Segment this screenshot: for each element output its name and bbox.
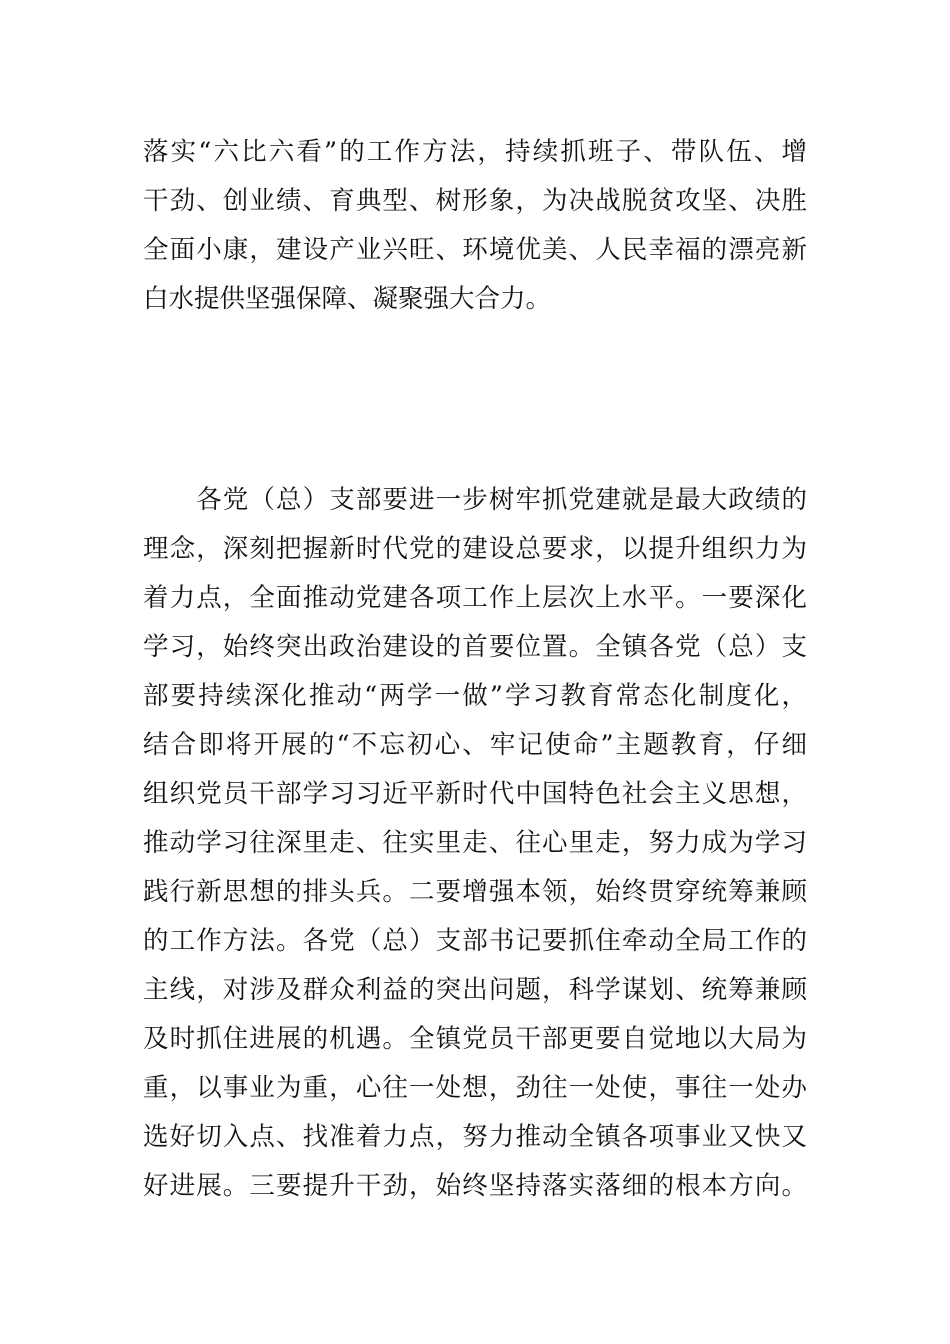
text-line: 各党（总）支部要进一步树牢抓党建就是最大政绩的 bbox=[143, 485, 807, 515]
text-line: 主线，对涉及群众利益的突出问题，科学谋划、统筹兼顾 bbox=[143, 975, 807, 1005]
text-line: 着力点，全面推动党建各项工作上层次上水平。一要深化 bbox=[143, 583, 807, 613]
text-line: 干劲、创业绩、育典型、树形象，为决战脱贫攻坚、决胜 bbox=[143, 186, 807, 216]
text-line: 好进展。三要提升干劲，始终坚持落实落细的根本方向。 bbox=[143, 1171, 807, 1201]
paragraph-1 bbox=[143, 128, 807, 324]
text-line: 推动学习往深里走、往实里走、往心里走，努力成为学习 bbox=[143, 828, 807, 858]
paragraph-2 bbox=[143, 476, 807, 1211]
text-line: 的工作方法。各党（总）支部书记要抓住牵动全局工作的 bbox=[143, 926, 807, 956]
text-line: 落实“六比六看”的工作方法，持续抓班子、带队伍、增 bbox=[143, 137, 807, 167]
text-line: 重，以事业为重，心往一处想，劲往一处使，事往一处办 bbox=[143, 1073, 807, 1103]
text-line: 选好切入点、找准着力点，努力推动全镇各项事业又快又 bbox=[143, 1122, 807, 1152]
text-line: 部要持续深化推动“两学一做”学习教育常态化制度化， bbox=[143, 681, 807, 711]
text-line: 白水提供坚强保障、凝聚强大合力。 bbox=[143, 284, 552, 314]
text-line: 及时抓住进展的机遇。全镇党员干部更要自觉地以大局为 bbox=[143, 1024, 807, 1054]
text-line: 学习，始终突出政治建设的首要位置。全镇各党（总）支 bbox=[143, 632, 807, 662]
text-line: 结合即将开展的“不忘初心、牢记使命”主题教育，仔细 bbox=[143, 730, 807, 760]
text-line: 理念，深刻把握新时代党的建设总要求，以提升组织力为 bbox=[143, 534, 807, 564]
text-line: 践行新思想的排头兵。二要增强本领，始终贯穿统筹兼顾 bbox=[143, 877, 807, 907]
text-line: 组织党员干部学习习近平新时代中国特色社会主义思想， bbox=[143, 779, 807, 809]
text-line: 全面小康，建设产业兴旺、环境优美、人民幸福的漂亮新 bbox=[143, 235, 807, 265]
